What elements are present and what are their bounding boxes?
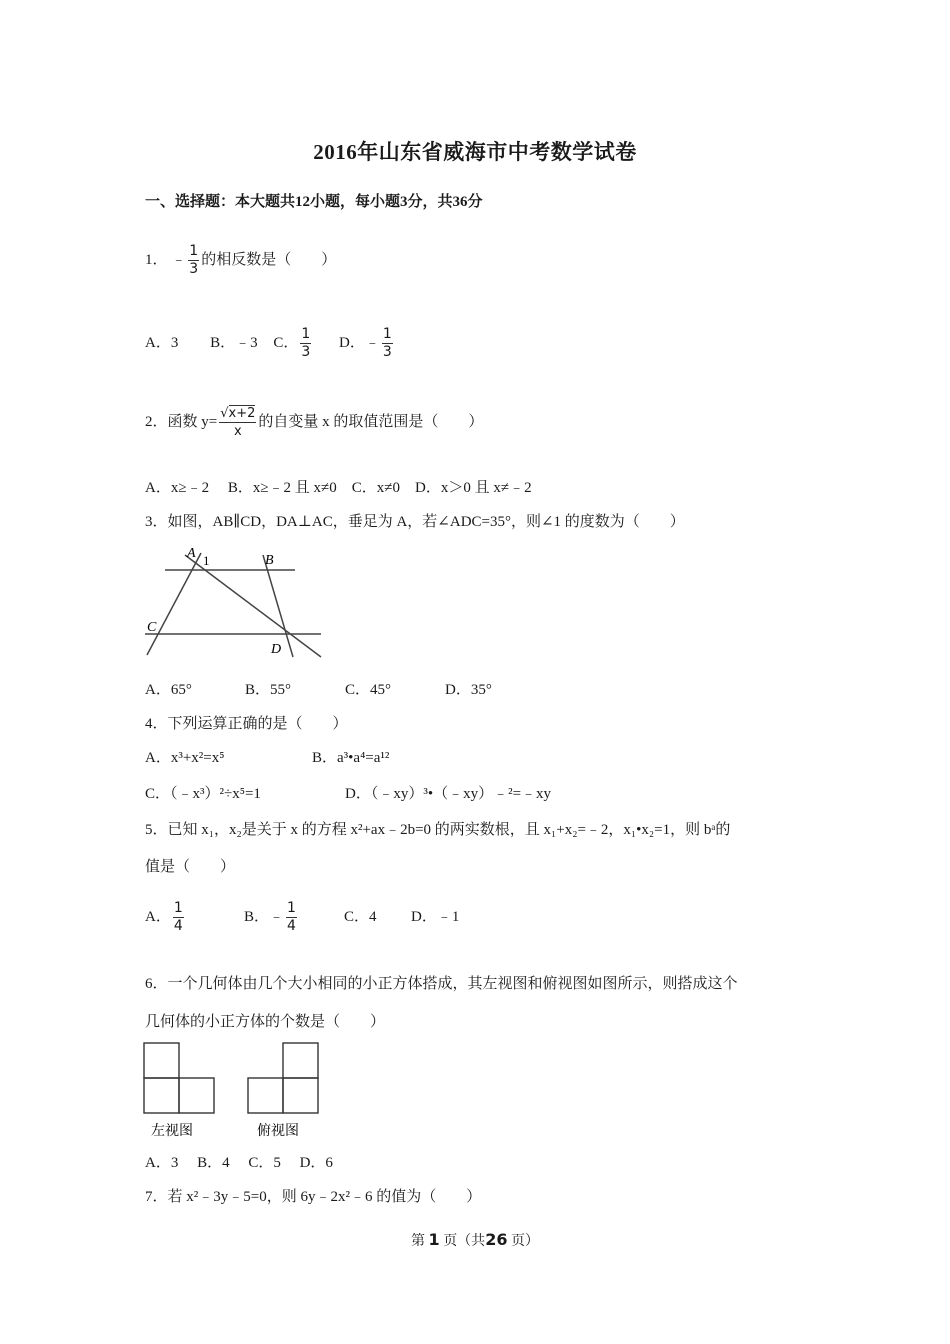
left-view-caption: 左视图: [151, 1123, 193, 1139]
option-b: B．55°: [245, 682, 292, 698]
page-number: 1: [428, 1230, 440, 1249]
question-4-stem: 4．下列运算正确的是（ ）: [145, 716, 348, 732]
option-b: B．a³•a⁴=a¹²: [312, 750, 390, 766]
option-d: D．﹣ $\frac{1}{3}$: [339, 326, 392, 360]
question-5-line-1: 5．已知 x₁，x₂是关于 x 的方程 x²+ax﹣2b=0 的两实数根，且 x₁+x₂=﹣2，x₁•x₂=1，则 bᵃ的: [145, 822, 731, 838]
question-6-line-1: 6．一个几何体由几个大小相同的小正方体搭成，其左视图和俯视图如图所示，则搭成这个: [145, 976, 738, 992]
option-c: C．（﹣x³）²÷x⁵=1: [145, 786, 261, 802]
question-3-figure: [143, 545, 325, 660]
line-ac: [147, 553, 201, 655]
option-c: C．4: [344, 908, 377, 925]
question-5-options: [145, 900, 459, 935]
question-6-figure: [143, 1042, 321, 1140]
option-c: C． $\frac{1}{3}$: [273, 326, 311, 360]
label-a: A: [187, 546, 196, 561]
fraction-one-third: $\frac{1}{3}$: [189, 243, 199, 277]
top-view: [248, 1043, 318, 1113]
total-pages: 26: [485, 1230, 508, 1249]
function-prefix: 函数 y=: [167, 413, 218, 430]
option-a: A．x³+x²=x⁵: [145, 750, 225, 766]
question-6-options: A．3 B．4 C．5 D．6: [145, 1155, 333, 1171]
minus-sign: ﹣: [171, 251, 187, 268]
question-4-options-cd: [145, 782, 551, 803]
option-d: D．（﹣xy）³•（﹣xy）﹣²=﹣xy: [345, 786, 552, 802]
question-2-options: A．x≥﹣2 B．x≥﹣2 且 x≠0 C．x≠0 D．x＞0 且 x≠﹣2: [145, 480, 532, 496]
label-d: D: [271, 642, 282, 657]
label-b: B: [265, 553, 274, 568]
option-a: A．3: [145, 334, 179, 351]
question-text: 的相反数是（ ）: [201, 251, 337, 268]
page-title: 2016年山东省威海市中考数学试卷: [313, 140, 637, 164]
option-a: A． $\frac{1}{4}$: [145, 900, 183, 934]
question-3-stem: 3．如图，AB∥CD，DA⊥AC，垂足为 A，若∠ADC=35°，则∠1 的度数为（ ）: [145, 514, 685, 530]
question-6-line-2: 几何体的小正方体的个数是（ ）: [145, 1014, 386, 1030]
option-a: A．65°: [145, 682, 192, 698]
label-1: 1: [203, 553, 210, 568]
question-1-options: [145, 326, 395, 361]
page-footer: 第 1 页（共26 页）: [411, 1230, 539, 1249]
question-4-options-ab: [145, 746, 389, 767]
option-d: D．﹣1: [411, 908, 460, 925]
option-d: D．35°: [445, 682, 492, 698]
question-number: 2．: [145, 413, 168, 430]
question-number: 1．: [145, 251, 168, 268]
question-text: 的自变量 x 的取值范围是（ ）: [258, 413, 484, 430]
question-5-line-2: 值是（ ）: [145, 859, 236, 875]
top-view-caption: 俯视图: [257, 1123, 299, 1139]
question-1-stem: [145, 243, 336, 278]
label-c: C: [147, 620, 157, 635]
question-7-stem: 7．若 x²﹣3y﹣5=0，则 6y﹣2x²﹣6 的值为（ ）: [145, 1189, 482, 1205]
fraction-sqrt: $\frac{√x+2}{x}$: [220, 406, 256, 439]
question-3-options: [145, 678, 492, 699]
option-b: B．﹣3: [210, 334, 258, 351]
option-c: C．45°: [345, 682, 392, 698]
section-heading: 一、选择题：本大题共12小题，每小题3分，共36分: [145, 194, 483, 210]
question-2-stem: [145, 405, 483, 440]
left-view: [144, 1043, 214, 1113]
option-b: B．﹣ $\frac{1}{4}$: [244, 900, 296, 934]
